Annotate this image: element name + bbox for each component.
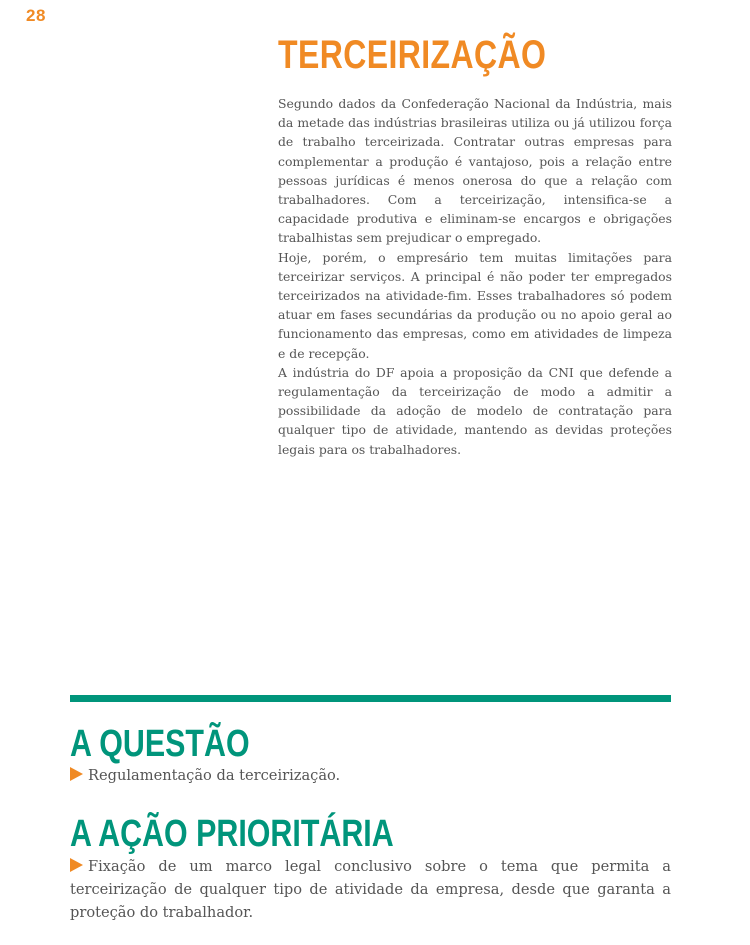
questao-text-block <box>70 764 671 787</box>
paragraph-3: A indústria do DF apoia a proposição da CNI que defende a regulamentação da terceirização de modo a admitir a possibilidade da adoção de modelo de contratação para qualquer tipo de atividade, mantendo as devidas proteções legais para os trabalhadores. <box>278 364 672 457</box>
arrow-bullet-icon <box>70 767 83 781</box>
acao-text-block <box>70 855 671 924</box>
acao-text: Fixação de um marco legal conclusivo sobre o tema que permita a terceirização de qualquer tipo de atividade da empresa, desde que garanta a proteção do trabalhador. <box>70 858 671 921</box>
page-number: 28 <box>26 6 46 25</box>
questao-heading: A QUESTÃO <box>70 723 250 765</box>
paragraph-1: Segundo dados da Confederação Nacional da Indústria, mais da metade das indústrias brasileiras utiliza ou já utilizou força de trabalho terceirizada. Contratar outras empresas para complementar a produção é vantajoso, pois a relação entre pessoas jurídicas é menos onerosa do que a relação com trabalhadores. Com a terceirização, intensifica-se a capacidade produtiva e eliminam-se encargos e obrigações trabalhistas sem prejudicar o empregado. <box>278 96 672 246</box>
paragraph-2: Hoje, porém, o empresário tem muitas limitações para terceirizar serviços. A principal é não poder ter empregados terceirizados na atividade-fim. Esses trabalhadores só podem atuar em fases secundárias da produção ou no apoio geral ao funcionamento das empresas, como em atividades de limpeza e de recepção. <box>278 249 672 361</box>
questao-text: Regulamentação da terceirização. <box>88 767 341 784</box>
section-divider <box>70 695 671 702</box>
article-body <box>278 94 672 459</box>
acao-heading: A AÇÃO PRIORITÁRIA <box>70 813 394 855</box>
section-title: TERCEIRIZAÇÃO <box>278 33 547 77</box>
arrow-bullet-icon <box>70 858 83 872</box>
